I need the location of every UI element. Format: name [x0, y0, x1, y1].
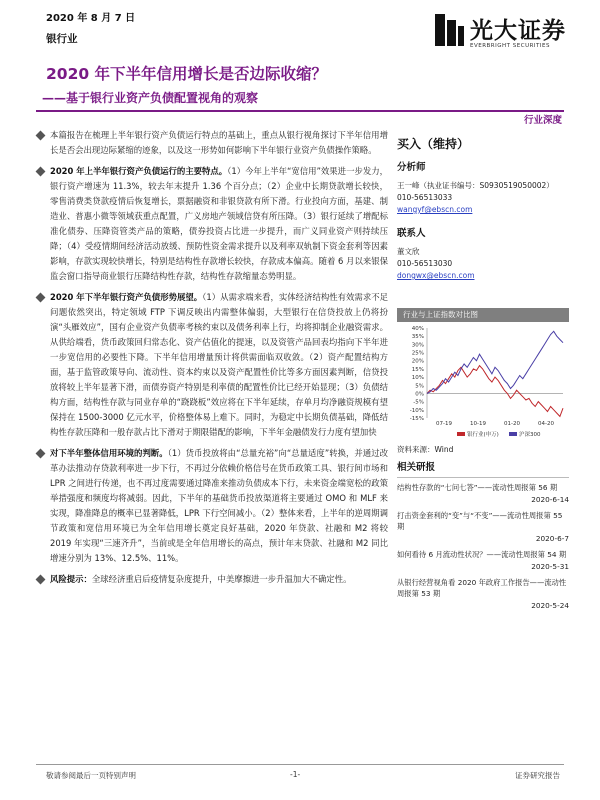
- risk-text: 全球经济重启后疫情复杂度提升，中美摩擦进一步升温加大不确定性。: [91, 574, 352, 584]
- chart-xtick-label: 04-20: [538, 421, 554, 427]
- rating-label: 买入（维持）: [397, 137, 470, 151]
- diamond-bullet-icon: [36, 449, 46, 459]
- chart-ytick-label: 20%: [411, 358, 424, 365]
- h1-features-text: （1）今年上半年“宽信用”效果进一步发力，银行资产增速为 11.3%，较去年末提升 1.36 个百分点；（2）企业中长期贷款增长较快，零售消费类贷款疫情后恢复增长，票据融资和非银贷款有所下滑。行业投向方面，基建、制造业、普惠小微等领域获重点配置，广义房地产领域信贷有所压降。（3）银行延续了增配标准化债券、压降资管类产品的策略，债券投资占比进一步提升，而广义同业资产则持续压降；（4）受疫情期间经济活动放缓、预防性资金需求提升以及利率双轨制下资金套利等因素影响，存款实现较快增长，特别是结构性存款增长较快，存款成本偏高。随着 6 月以来银保监会窗口指导商业银行压降结构性存款，结构性存款缩量态势明显。: [50, 166, 388, 281]
- logo-text: 光大证券: [470, 18, 566, 44]
- chart-ytick-label: 25%: [411, 350, 424, 357]
- contact-heading: 联系人: [397, 228, 426, 239]
- chart-xtick-label: 10-19: [470, 421, 486, 427]
- report-subtitle: ——基于银行业资产负债配置视角的观察: [42, 91, 259, 105]
- related-report-link[interactable]: 如何看待 6 月流动性状况？——流动性周报第 54 期: [397, 550, 567, 559]
- credit-judgement-paragraph: [36, 446, 388, 566]
- sidebar: [397, 138, 569, 612]
- summary-paragraph: [36, 128, 388, 158]
- credit-judgement-text: （1）货币投放将由“总量充裕”向“总量适度”转换，并通过改革办法推动存贷款利率进一步下行，不再过分依赖价格信号在货币政策工具、银行间市场和 LPR 之间进行传递，也不再过度需要通过降准来推动负债成本下行，未来资金端宽松的政策举措强度和频度均将减弱。因此，下半年的基础货币投放渠道将主要通过 OMO 和 MLF 来实现，降准降息的概率已显著降低，LPR 下行空间减小。（2）整体来看，上半年的逆周期调节政策和宽信用环境已为全年信用增长奠定良好基础，2020 年贷款、社融和 M2 将较 2019 年实现“三速齐升”，当前或是全年信用增长的高点，预计年末贷款、社融和 M2 同比增速分别为 13%、12.5%、11%。: [50, 448, 388, 563]
- chart-ytick-label: 30%: [411, 342, 424, 349]
- h2-outlook-text: （1）从需求端来看，实体经济结构性有效需求不足问题依然突出，特定领域 FTP 下调反映出内需整体偏弱，大型银行在信贷投放上仍将扮演“头雁效应”，国有企业资产负债率考核约束以及债务利率上行，均将抑制企业融资需求。从供给端看，货币政策回归常态化、资产估值化的提速，以及资管产品回表均指向下半年进一步宽信用的必要性下降。下半年信用增量预计将供需面临双收敛。（2）资产配置结构方面，基于监管政策导向、流动性、资本约束以及资产配置性价比等多方面因素判断，信贷投放将较上半年显著下滑，而债券资产特别是利率债的配置性价比已经开始显现；（3）负债结构方面，结构性存款与同业存单的“跷跷板”效应将在下半年延续，存单月均净融资规模有望保持在 1500-3000 亿元水平，价格整体易上难下。同时，为稳定中长期负债基础，降低结构性存款压降和一般存款占比下滑对于期限错配的影响，下半年金融债发行力度有望加快: [50, 292, 388, 437]
- chart-ytick-label: 0%: [415, 391, 424, 398]
- diamond-bullet-icon: [36, 167, 46, 177]
- h1-features-paragraph: [36, 164, 388, 284]
- footer-disclaimer: 敬请参阅最后一页特别声明: [46, 771, 136, 780]
- summary-text: 本篇报告在梳理上半年银行资产负债运行特点的基础上，重点从银行视角探讨下半年信用增长是否会出现边际紧缩的迹象，以及这一形势如何影响下半年银行业资产负债操作策略。: [50, 130, 388, 155]
- h1-features-lead: 2020 年上半年银行资产负债运行的主要特点。: [50, 166, 228, 176]
- related-report-date: 2020-6-14: [531, 495, 569, 504]
- chart-ytick-label: 10%: [411, 375, 424, 382]
- analyst-line: [397, 180, 569, 192]
- analyst-cert: （执业证书编号：S0930519050002）: [419, 181, 554, 190]
- contact-phone: 010-56513030: [397, 259, 453, 268]
- title-rule: [36, 110, 564, 112]
- chart-legend-swatch: [457, 432, 465, 436]
- diamond-bullet-icon: [36, 131, 46, 141]
- report-date: 2020 年 8 月 7 日: [46, 13, 136, 24]
- related-report-date: 2020-5-24: [531, 601, 569, 610]
- contact-name: 董文欣: [397, 247, 420, 256]
- related-report-date: 2020-6-7: [535, 534, 569, 543]
- chart-ytick-label: 15%: [411, 366, 424, 373]
- report-sector: 银行业: [46, 33, 78, 45]
- related-list: [397, 482, 569, 612]
- chart-source: 资料来源：Wind: [397, 445, 454, 454]
- related-report-date: 2020-5-31: [531, 562, 569, 571]
- credit-judgement-lead: 对下半年整体信用环境的判断。: [50, 448, 168, 458]
- analyst-email-link[interactable]: wangyf@ebscn.com: [397, 205, 473, 214]
- diamond-bullet-icon: [36, 293, 46, 303]
- report-type: 行业深度: [523, 115, 562, 126]
- chart-title: 行业与上证指数对比图: [397, 308, 569, 322]
- chart-ytick-label: 40%: [411, 326, 424, 332]
- related-report-link[interactable]: 结构性存款的“七问七答”——流动性周报第 56 期: [397, 483, 558, 492]
- chart-xtick-label: 07-19: [436, 421, 452, 427]
- related-report-link[interactable]: 从银行经营视角看 2020 年政府工作报告——流动性周报第 53 期: [397, 578, 567, 598]
- chart-ytick-label: -10%: [409, 407, 424, 414]
- chart-ytick-label: -5%: [413, 399, 424, 406]
- footer-rule: [36, 764, 564, 765]
- chart-legend-label: 银行业(申万): [467, 432, 499, 438]
- chart-svg: [397, 324, 569, 442]
- brand-logo: [432, 8, 572, 56]
- analyst-phone: 010-56513033: [397, 193, 453, 202]
- chart-series-line: [427, 331, 563, 393]
- related-heading: 相关研报: [397, 462, 569, 478]
- main-body: [36, 128, 388, 587]
- risk-lead: 风险提示：: [50, 574, 92, 584]
- footer-label: 证券研究报告: [515, 771, 560, 780]
- comparison-chart: [397, 308, 569, 456]
- chart-ytick-label: 35%: [411, 334, 424, 341]
- analyst-heading: 分析师: [397, 162, 426, 173]
- related-report-link[interactable]: 打击资金套利的“变”与“不变”——流动性周报第 55 期: [397, 511, 563, 531]
- chart-legend-swatch: [509, 432, 517, 436]
- contact-email-link[interactable]: dongwx@ebscn.com: [397, 271, 475, 280]
- chart-ytick-label: -15%: [409, 416, 424, 422]
- risk-paragraph: [36, 572, 388, 587]
- h2-outlook-lead: 2020 年下半年银行资产负债形势展望。: [50, 292, 203, 302]
- logo-english: EVERBRIGHT SECURITIES: [470, 43, 550, 49]
- diamond-bullet-icon: [36, 575, 46, 585]
- logo-mark-icon: [432, 10, 466, 50]
- chart-xtick-label: 01-20: [504, 421, 520, 427]
- chart-legend-label: 沪深300: [519, 432, 541, 438]
- analyst-name: 王一峰: [397, 181, 420, 190]
- page-number: -1-: [290, 770, 301, 779]
- h2-outlook-paragraph: [36, 290, 388, 440]
- chart-series-line: [427, 366, 563, 417]
- report-title: 2020 年下半年信用增长是否边际收缩？: [46, 65, 328, 83]
- chart-ytick-label: 5%: [415, 383, 424, 390]
